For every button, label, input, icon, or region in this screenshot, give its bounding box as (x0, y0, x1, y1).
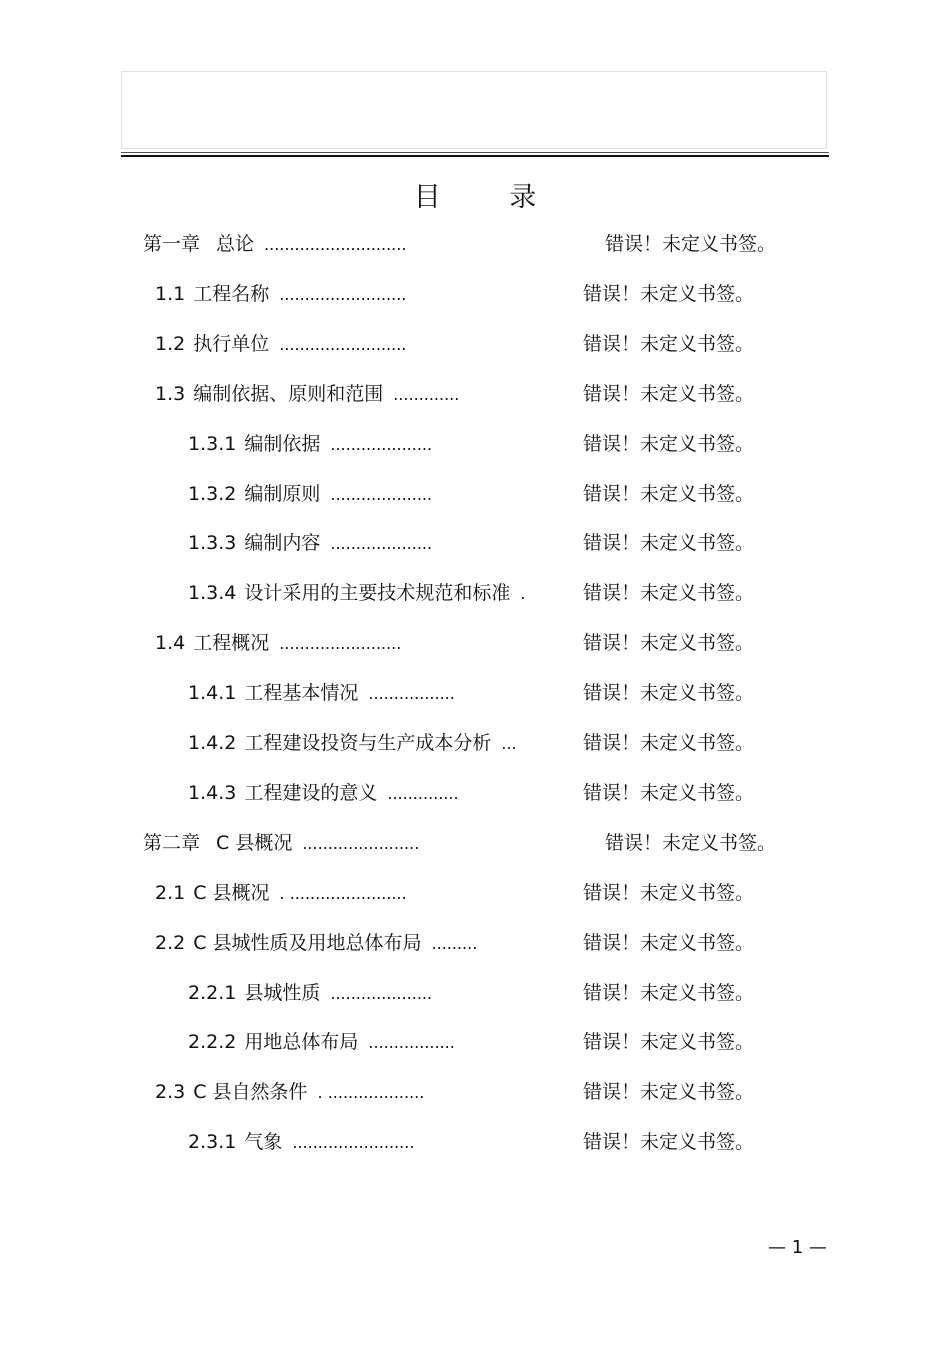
toc-entry-label: 工程名称 (193, 282, 270, 305)
toc-entry[interactable] (155, 928, 840, 958)
toc-entry-number: 1.3 (155, 382, 186, 405)
toc-entry-number: 1.2 (155, 332, 186, 355)
toc-page-reference: 错误！未定义书签。 (583, 382, 755, 405)
toc-page-reference: 错误！未定义书签。 (583, 981, 755, 1004)
toc-entry[interactable] (188, 778, 840, 808)
toc-leader-dots: ............. (393, 384, 460, 404)
toc-page-reference: 错误！未定义书签。 (583, 582, 755, 605)
toc-entry[interactable] (155, 628, 840, 658)
toc-entry[interactable] (155, 878, 840, 908)
toc-entry-number: 第二章 (143, 831, 201, 854)
toc-leader-dots: ............................ (264, 235, 407, 254)
toc-page-reference: 错误！未定义书签。 (583, 931, 755, 954)
toc-entry[interactable] (143, 229, 840, 259)
toc-entry-number: 1.3.1 (188, 432, 237, 455)
toc-entry[interactable] (188, 479, 840, 509)
toc-entry-number: 1.4.3 (188, 781, 237, 804)
toc-page-reference: 错误！未定义书签。 (583, 781, 755, 804)
toc-leader-dots: . (520, 584, 526, 604)
toc-page-reference: 错误！未定义书签。 (583, 332, 755, 355)
toc-entry-label: 气象 (244, 1131, 283, 1154)
toc-entry-label: 用地总体布局 (244, 1031, 359, 1054)
toc-entry-label: 工程建设投资与生产成本分析 (244, 732, 492, 754)
toc-page-reference: 错误！未定义书签。 (605, 233, 777, 255)
toc-entry[interactable] (155, 1077, 840, 1107)
toc-entry-number: 1.4.2 (188, 732, 237, 754)
toc-entry-label: 编制依据 (244, 432, 321, 455)
toc-entry[interactable] (155, 279, 840, 309)
header-rule-thin (121, 152, 829, 153)
toc-entry[interactable] (188, 1127, 840, 1157)
toc-leader-dots: ......... (431, 933, 478, 953)
toc-entry[interactable] (188, 1027, 840, 1057)
toc-leader-dots: . ................... (317, 1083, 425, 1103)
toc-page-reference: 错误！未定义书签。 (583, 632, 755, 655)
toc-entry-label: 编制内容 (244, 532, 321, 555)
toc-entry[interactable] (188, 578, 840, 608)
toc-entry-label: 设计采用的主要技术规范和标准 (244, 582, 511, 605)
toc-entry-label: 编制依据、原则和范围 (193, 382, 384, 405)
toc-entry-number: 1.3.3 (188, 532, 237, 555)
toc-entry[interactable] (155, 329, 840, 359)
toc-entry-number: 1.3.4 (188, 582, 237, 605)
toc-entry-number: 2.3 (155, 1081, 186, 1104)
toc-leader-dots: .................... (330, 484, 433, 504)
toc-entry-label: C 县城性质及用地总体布局 (193, 931, 422, 954)
toc-leader-dots: ........................ (292, 1133, 415, 1153)
toc-leader-dots: ................. (368, 1033, 455, 1053)
toc-page-reference: 错误！未定义书签。 (583, 881, 755, 904)
toc-leader-dots: ......................... (279, 334, 407, 354)
toc-entry-number: 2.2.1 (188, 981, 237, 1004)
toc-page-reference: 错误！未定义书签。 (605, 831, 777, 854)
header-rule-thick (121, 155, 829, 157)
toc-entry-number: 1.4 (155, 632, 186, 655)
toc-entry-number: 2.1 (155, 881, 186, 904)
toc-entry-number: 1.3.2 (188, 482, 237, 505)
toc-entry-label: 执行单位 (193, 332, 270, 355)
toc-entry[interactable] (188, 978, 840, 1008)
toc-leader-dots: .................... (330, 534, 433, 554)
toc-entry-number: 1.1 (155, 282, 186, 305)
toc-leader-dots: .................... (330, 434, 433, 454)
toc-page-reference: 错误！未定义书签。 (583, 1131, 755, 1154)
page-header-box (121, 71, 827, 149)
toc-entry[interactable] (188, 429, 840, 459)
toc-leader-dots: . ....................... (279, 883, 407, 903)
toc-leader-dots: ......................... (279, 284, 407, 304)
toc-entry-label: C 县概况 (216, 831, 293, 854)
toc-entry-label: 工程基本情况 (244, 682, 359, 705)
toc-entry[interactable] (188, 528, 840, 558)
toc-entry-label: 编制原则 (244, 482, 321, 505)
toc-entry-label: 工程建设的意义 (244, 781, 378, 804)
toc-entry-label: 工程概况 (193, 632, 270, 655)
toc-entry-label: C 县概况 (193, 881, 270, 904)
toc-leader-dots: .................... (330, 983, 433, 1003)
toc-leader-dots: ........................ (279, 634, 402, 654)
page-number: — 1 — (768, 1237, 827, 1258)
toc-entry[interactable] (155, 379, 840, 409)
toc-title: 目 录 (413, 182, 567, 213)
toc-page-reference: 错误！未定义书签。 (583, 532, 755, 555)
toc-entry-label: 总论 (216, 233, 255, 255)
toc-leader-dots: ....................... (302, 833, 420, 853)
toc-entry-number: 2.3.1 (188, 1131, 237, 1154)
toc-entry[interactable] (143, 828, 840, 858)
toc-page-reference: 错误！未定义书签。 (583, 1031, 755, 1054)
toc-entry-number: 1.4.1 (188, 682, 237, 705)
toc-entry-number: 2.2.2 (188, 1031, 237, 1054)
toc-page-reference: 错误！未定义书签。 (583, 732, 755, 754)
toc-leader-dots: .............. (387, 783, 459, 803)
toc-leader-dots: ... (501, 734, 517, 753)
toc-page-reference: 错误！未定义书签。 (583, 482, 755, 505)
toc-entry-label: C 县自然条件 (193, 1081, 308, 1104)
toc-page-reference: 错误！未定义书签。 (583, 432, 755, 455)
toc-page-reference: 错误！未定义书签。 (583, 1081, 755, 1104)
toc-entry-number: 2.2 (155, 931, 186, 954)
toc-entry[interactable] (188, 728, 840, 758)
toc-leader-dots: ................. (368, 684, 455, 704)
toc-entry[interactable] (188, 678, 840, 708)
toc-entry-number: 第一章 (143, 233, 201, 255)
toc-entry-label: 县城性质 (244, 981, 321, 1004)
toc-page-reference: 错误！未定义书签。 (583, 682, 755, 705)
toc-page-reference: 错误！未定义书签。 (583, 282, 755, 305)
